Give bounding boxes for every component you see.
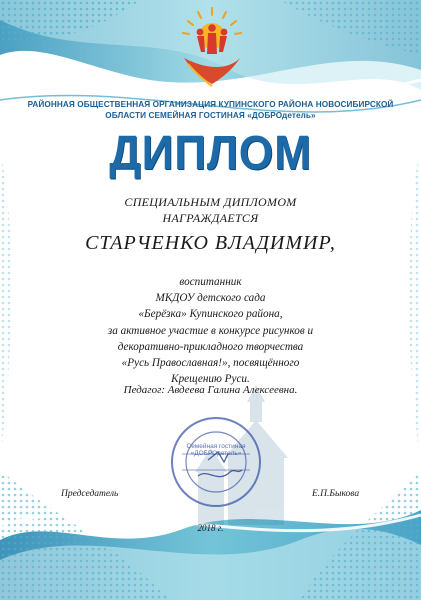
award-line-1: СПЕЦИАЛЬНЫМ ДИПЛОМОМ — [124, 195, 297, 209]
year: 2018 г. — [197, 523, 224, 533]
award-line-2: НАГРАЖДАЕТСЯ — [162, 211, 259, 225]
stamp-text: Семейная гостиная «ДОБРОдетель» — [186, 443, 246, 457]
organization-stamp — [168, 414, 264, 510]
description-line: воспитанник — [179, 276, 242, 288]
chairman-name: Е.П.Быкова — [312, 489, 360, 499]
description-line: МКДОУ детского сада — [155, 292, 266, 305]
description-line: «Русь Православная!», посвящённого — [121, 357, 300, 370]
award-description — [0, 274, 421, 387]
organization-line-2: ОБЛАСТИ СЕМЕЙНАЯ ГОСТИНАЯ «ДОБРОдетель» — [105, 111, 316, 120]
organization-line-1: РАЙОННАЯ ОБЩЕСТВЕННАЯ ОРГАНИЗАЦИЯ КУПИНСКОГО РАЙОНА НОВОСИБИРСКОЙ — [27, 100, 394, 109]
diploma-title: ДИПЛОМ — [109, 127, 312, 180]
teacher-line: Педагог: Авдеева Галина Алексеевна. — [123, 384, 298, 396]
description-line: декоративно-прикладного творчества — [117, 340, 304, 353]
description-line: за активное участие в конкурсе рисунков и — [107, 324, 314, 337]
organization-logo — [178, 6, 246, 90]
recipient-name: СТАРЧЕНКО ВЛАДИМИР, — [85, 232, 336, 254]
description-line: «Берёзка» Купинского района, — [138, 308, 283, 321]
description-line: Крещению Руси. — [171, 373, 250, 386]
chairman-label: Председатель — [61, 489, 119, 499]
